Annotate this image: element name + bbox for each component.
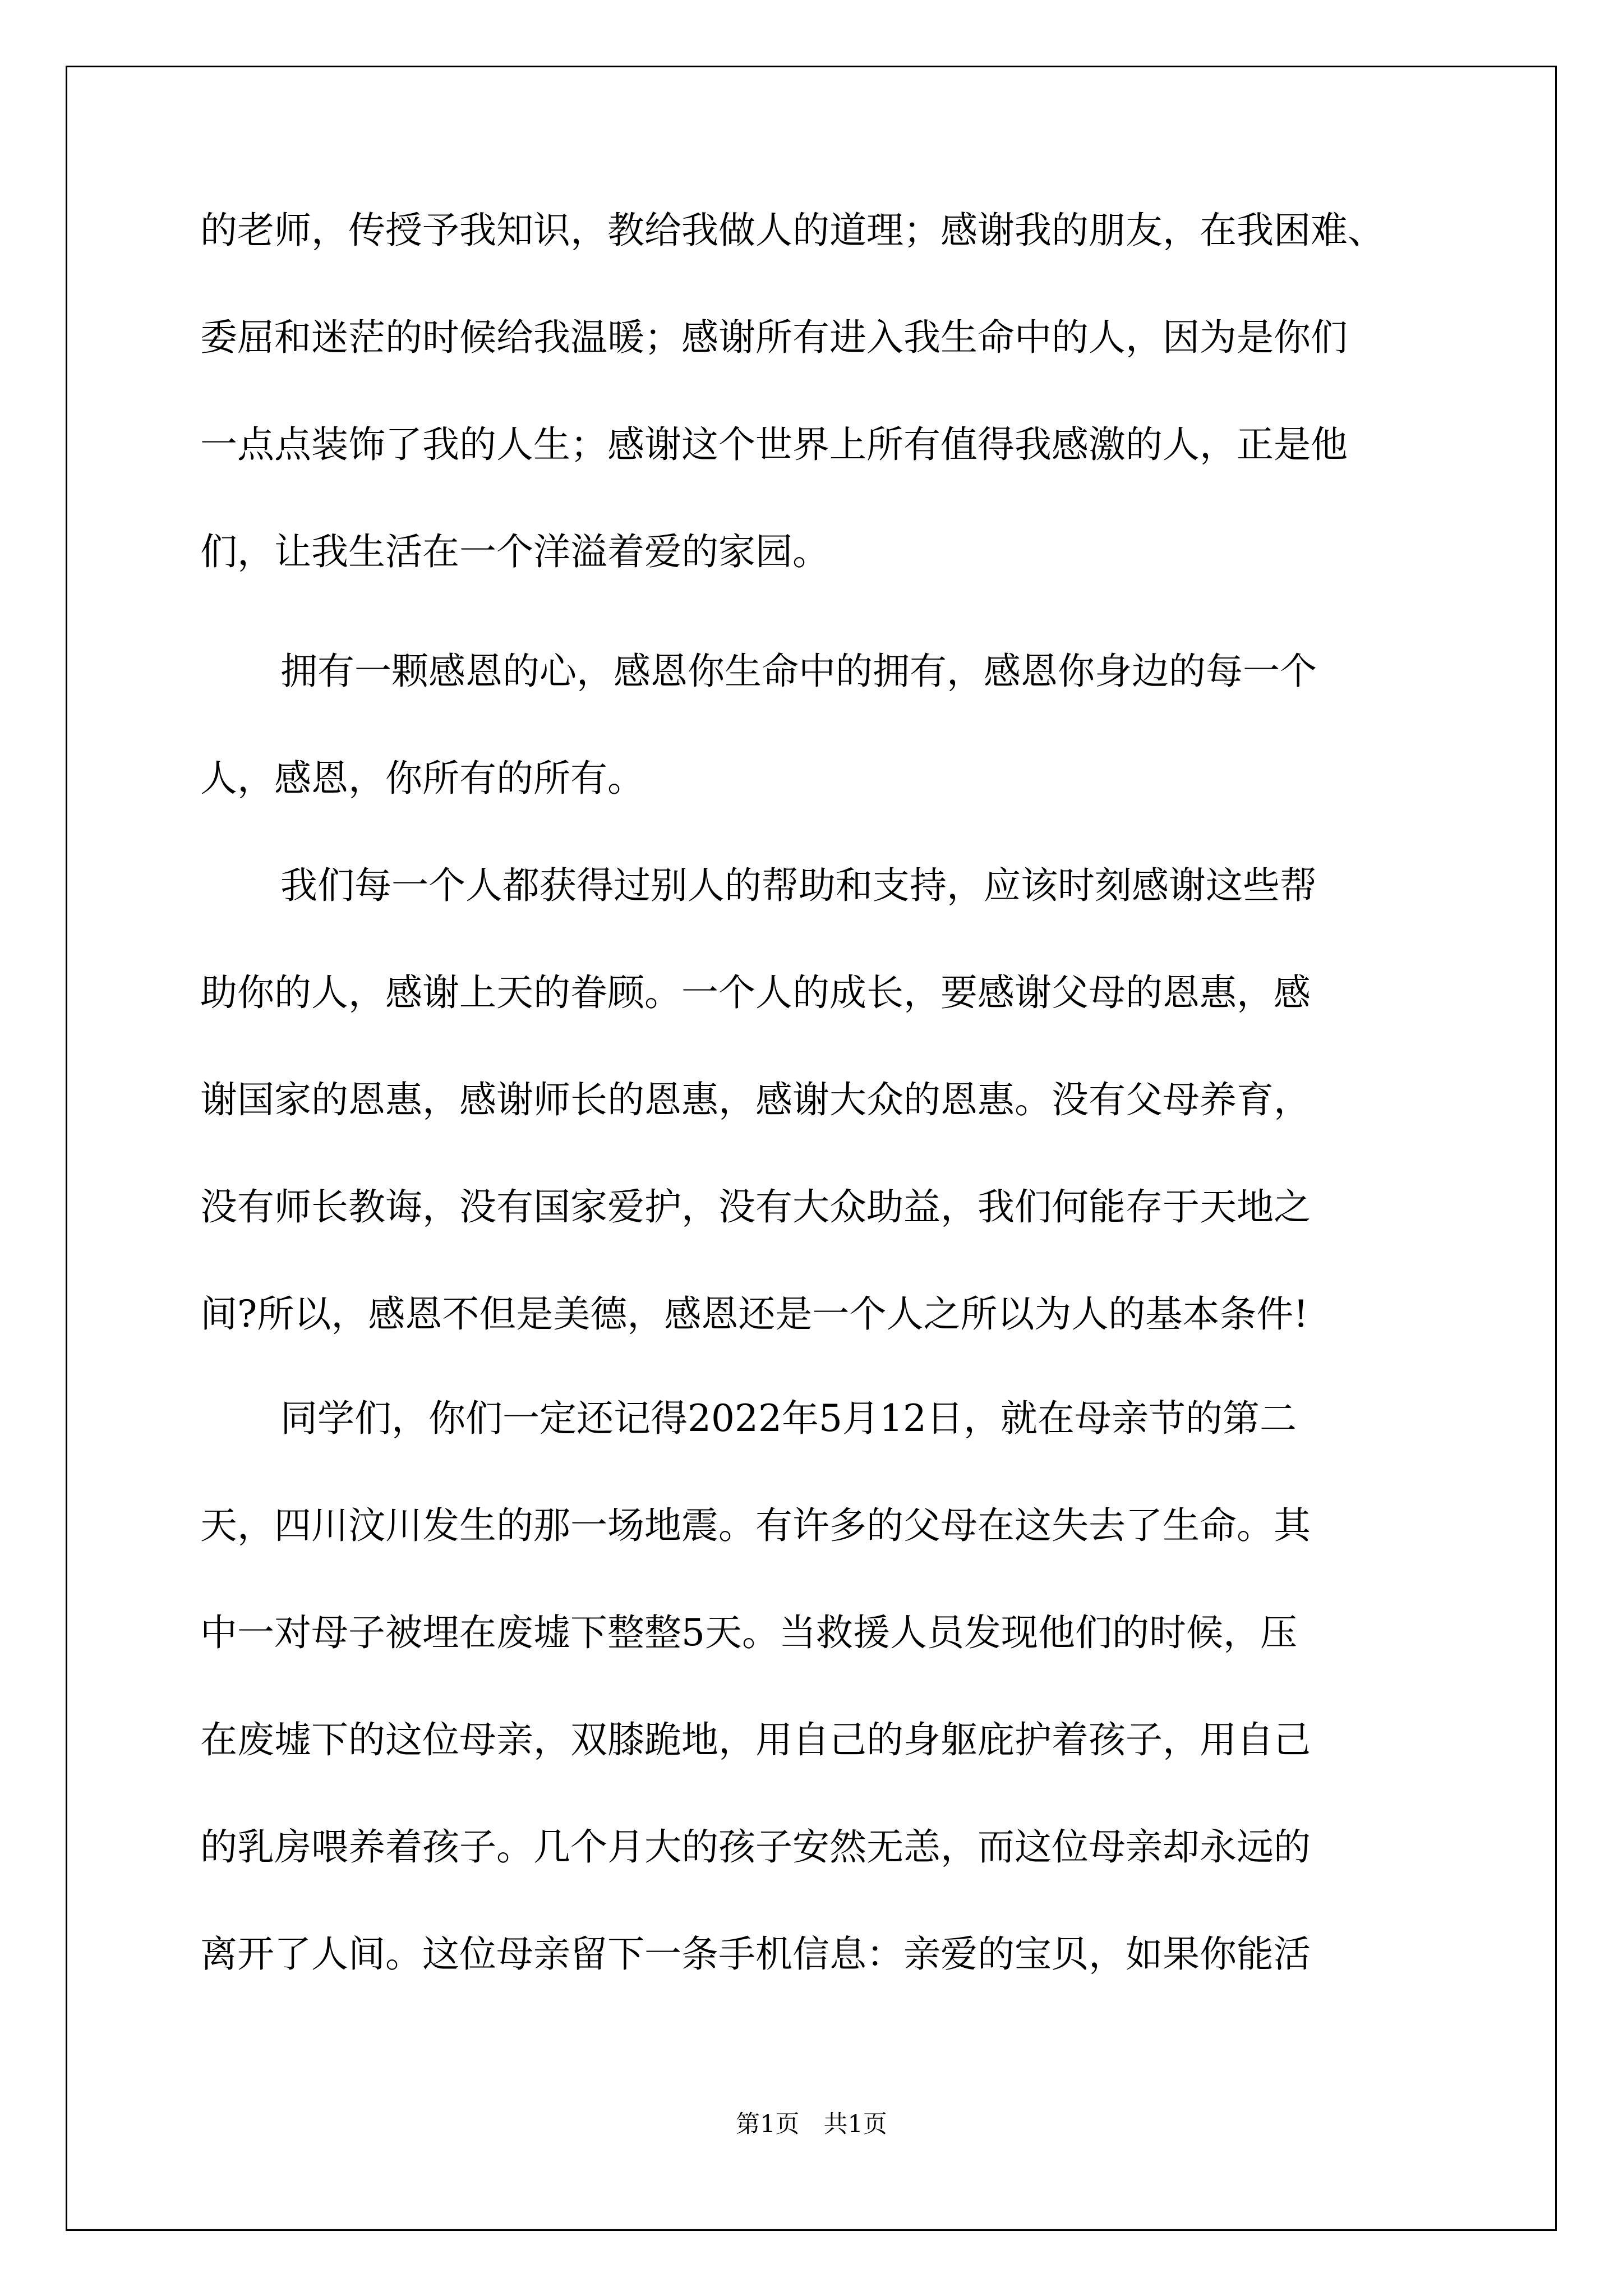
text-line: 天，四川汶川发生的那一场地震。有许多的父母在这失去了生命。其 (200, 1504, 1311, 1547)
text-line: 中一对母子被埋在废墟下整整5天。当救援人员发现他们的时候，压 (200, 1611, 1297, 1654)
paragraph-4 (200, 1395, 1311, 2037)
paragraph-3 (200, 862, 1317, 1397)
text-line: 们，让我生活在一个洋溢着爱的家园。 (200, 530, 829, 573)
text-line: 间?所以，感恩不但是美德，感恩还是一个人之所以为人的基本条件! (200, 1292, 1308, 1336)
paragraph-1 (200, 206, 1385, 635)
text-line: 一点点装饰了我的人生；感谢这个世界上所有值得我感激的人，正是他 (200, 423, 1348, 466)
text-line: 谢国家的恩惠，感谢师长的恩惠，感谢大众的恩惠。没有父母养育， (200, 1078, 1311, 1121)
text-line: 离开了人间。这位母亲留下一条手机信息：亲爱的宝贝，如果你能活 (200, 1932, 1311, 1976)
text-line: 在废墟下的这位母亲，双膝跪地，用自己的身躯庇护着孩子，用自己 (200, 1718, 1311, 1761)
text-line: 没有师长教诲，没有国家爱护，没有大众助益，我们何能存于天地之 (200, 1185, 1311, 1228)
text-line: 拥有一颗感恩的心，感恩你生命中的拥有，感恩你身边的每一个 (280, 650, 1317, 693)
page-number: 第1页 共1页 (736, 2110, 887, 2138)
text-line: 同学们，你们一定还记得2022年5月12日，就在母亲节的第二 (280, 1397, 1297, 1440)
text-line: 助你的人，感谢上天的眷顾。一个人的成长，要感谢父母的恩惠，感 (200, 971, 1311, 1014)
text-line: 的老师，传授予我知识，教给我做人的道理；感谢我的朋友，在我困难、 (200, 209, 1385, 252)
text-line: 人，感恩，你所有的所有。 (200, 757, 644, 800)
paragraph-2 (200, 647, 1317, 862)
text-line: 的乳房喂养着孩子。几个月大的孩子安然无恙，而这位母亲却永远的 (200, 1825, 1311, 1869)
text-line: 我们每一个人都获得过别人的帮助和支持，应该时刻感谢这些帮 (280, 864, 1317, 907)
text-line: 委屈和迷茫的时候给我温暖；感谢所有进入我生命中的人，因为是你们 (200, 316, 1348, 359)
